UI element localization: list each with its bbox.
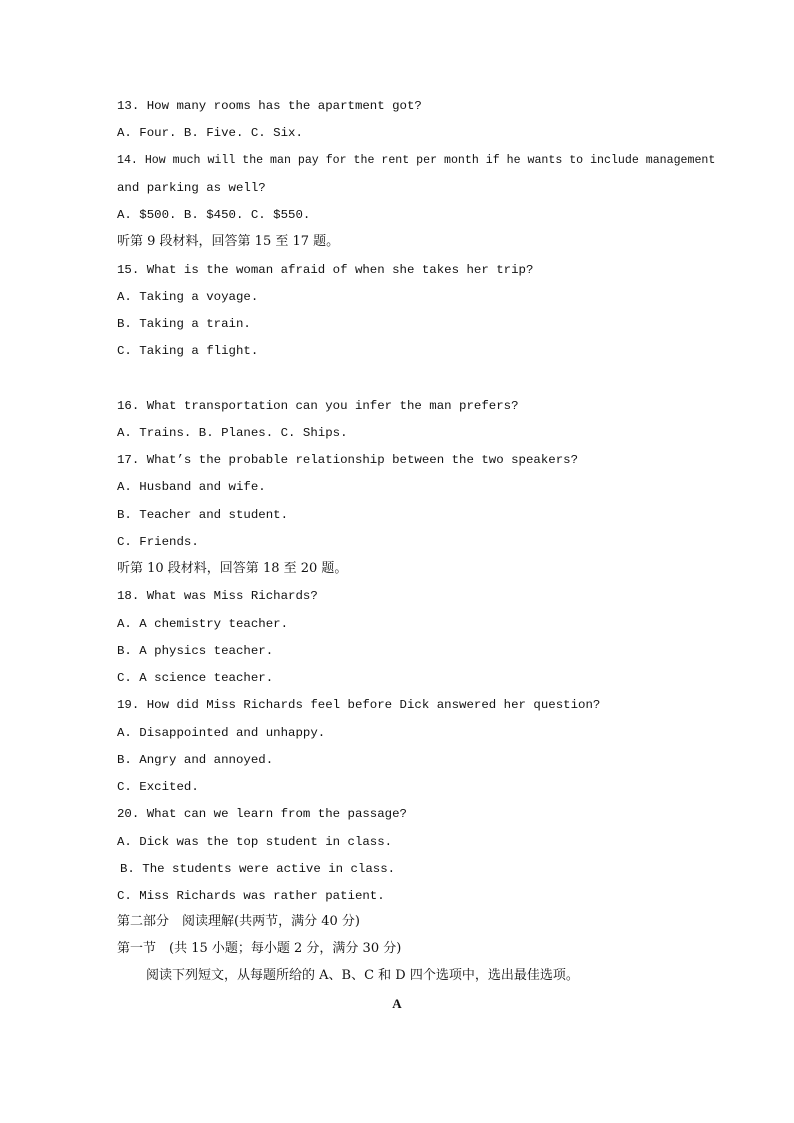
question-19-option-c: C. Excited.: [117, 780, 199, 794]
question-17-option-b: B. Teacher and student.: [117, 508, 289, 522]
question-14-options: A. $500. B. $450. C. $550.: [117, 208, 311, 222]
question-19: 19. How did Miss Richards feel before Dick answered her question?: [117, 698, 601, 712]
question-17-option-a: A. Husband and wife.: [117, 480, 266, 494]
question-16: 16. What transportation can you infer the man prefers?: [117, 399, 519, 413]
question-19-option-a: A. Disappointed and unhappy.: [117, 726, 326, 740]
question-20-option-c: C. Miss Richards was rather patient.: [117, 889, 385, 903]
question-17-option-c: C. Friends.: [117, 535, 199, 549]
question-19-option-b: B. Angry and annoyed.: [117, 753, 274, 767]
question-14: 14. How much will the man pay for the rent per month if he wants to include management: [117, 154, 716, 167]
question-15: 15. What is the woman afraid of when she takes her trip?: [117, 263, 534, 277]
question-15-option-c: C. Taking a flight.: [117, 344, 259, 358]
question-16-options: A. Trains. B. Planes. C. Ships.: [117, 426, 348, 440]
passage-label-a: A: [392, 996, 402, 1011]
question-18-option-b: B. A physics teacher.: [117, 644, 274, 658]
question-17: 17. What’s the probable relationship between the two speakers?: [117, 453, 579, 467]
question-18: 18. What was Miss Richards?: [117, 589, 318, 603]
question-20: 20. What can we learn from the passage?: [117, 807, 407, 821]
part-two-heading: 第二部分 阅读理解(共两节，满分 40 分): [117, 914, 360, 929]
question-15-option-a: A. Taking a voyage.: [117, 290, 259, 304]
reading-instruction: 阅读下列短文，从每题所给的 A、B、C 和 D 四个选项中，选出最佳选项。: [146, 968, 579, 983]
question-20-option-a: A. Dick was the top student in class.: [117, 835, 393, 849]
question-18-option-a: A. A chemistry teacher.: [117, 617, 289, 631]
question-13: 13. How many rooms has the apartment got?: [117, 99, 422, 113]
question-14-continued: and parking as well?: [117, 181, 266, 195]
section-one-heading: 第一节 (共 15 小题；每小题 2 分，满分 30 分): [117, 941, 402, 956]
question-18-option-c: C. A science teacher.: [117, 671, 274, 685]
section-instruction-9: 听第 9 段材料，回答第 15 至 17 题。: [117, 234, 340, 249]
question-20-option-b: B. The students were active in class.: [120, 862, 396, 876]
question-13-options: A. Four. B. Five. C. Six.: [117, 126, 303, 140]
question-15-option-b: B. Taking a train.: [117, 317, 251, 331]
section-instruction-10: 听第 10 段材料，回答第 18 至 20 题。: [117, 561, 348, 576]
